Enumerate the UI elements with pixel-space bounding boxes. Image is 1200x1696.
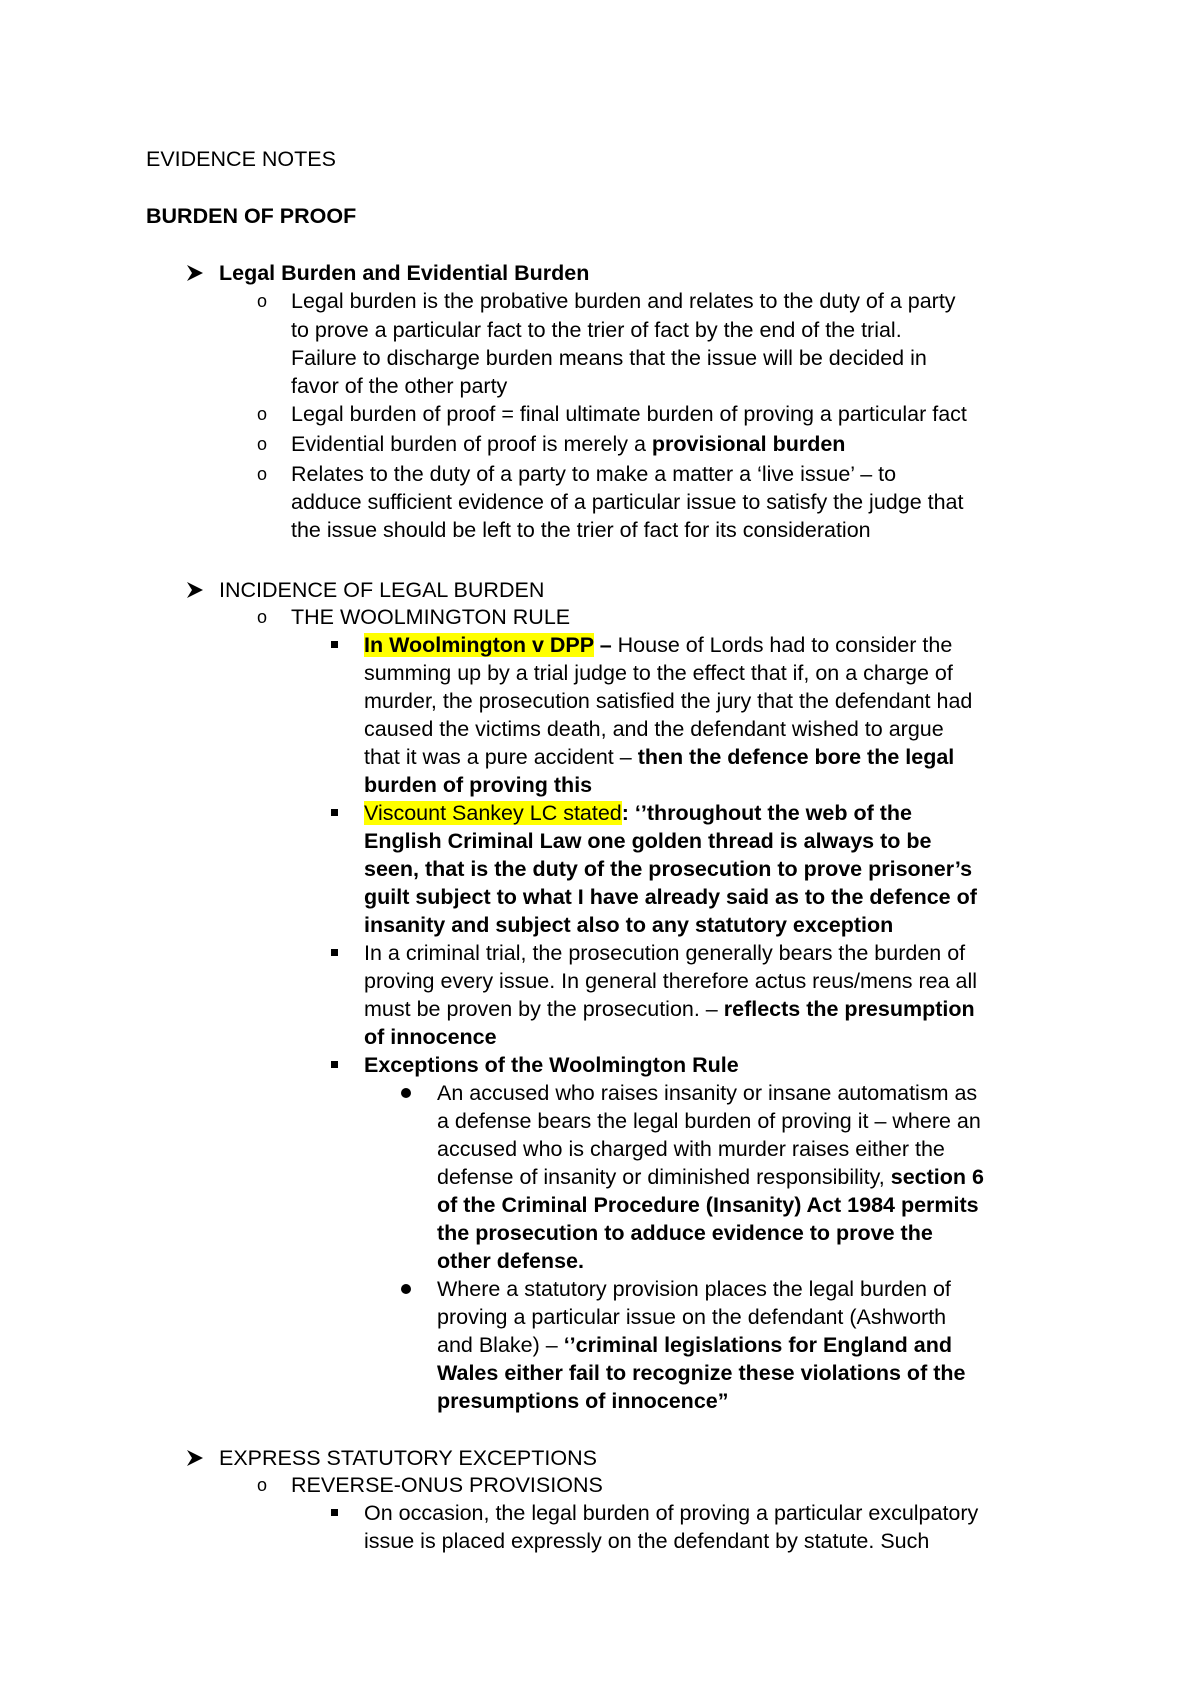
list-item-line: Where a statutory provision places the legal burden of bbox=[437, 1277, 951, 1301]
arrowhead-bullet-icon bbox=[186, 581, 204, 599]
sub-heading-woolmington-rule: THE WOOLMINGTON RULE bbox=[291, 605, 571, 629]
list-item-line: of the Criminal Procedure (Insanity) Act 1984 permits bbox=[437, 1193, 979, 1217]
bullet-heading-express-statutory-exceptions: EXPRESS STATUTORY EXCEPTIONS bbox=[219, 1446, 597, 1470]
list-item-line: In Woolmington v DPP – House of Lords had to consider the bbox=[364, 633, 953, 657]
list-item-line: the issue should be left to the trier of fact for its consideration bbox=[291, 518, 871, 542]
list-item-exceptions-heading: Exceptions of the Woolmington Rule bbox=[364, 1053, 739, 1077]
square-bullet-icon bbox=[331, 809, 338, 816]
list-item-line: proving every issue. In general therefore actus reus/mens rea all bbox=[364, 969, 978, 993]
square-bullet-icon bbox=[331, 1061, 338, 1068]
list-item-line: English Criminal Law one golden thread is always to be bbox=[364, 829, 932, 853]
circle-bullet-icon: o bbox=[257, 404, 268, 424]
list-item-line: favor of the other party bbox=[291, 374, 508, 398]
bullet-heading-legal-evidential-burden: Legal Burden and Evidential Burden bbox=[219, 261, 590, 285]
list-item-line: Failure to discharge burden means that the issue will be decided in bbox=[291, 346, 927, 370]
list-item-line: insanity and subject also to any statutory exception bbox=[364, 913, 894, 937]
list-item-line: In a criminal trial, the prosecution generally bears the burden of bbox=[364, 941, 966, 965]
list-item-line: to prove a particular fact to the trier of fact by the end of the trial. bbox=[291, 318, 902, 342]
list-item-line: On occasion, the legal burden of proving a particular exculpatory bbox=[364, 1501, 979, 1525]
list-item-line: caused the victims death, and the defendant wished to argue bbox=[364, 717, 944, 741]
circle-bullet-icon: o bbox=[257, 464, 268, 484]
document-title: EVIDENCE NOTES bbox=[146, 147, 336, 171]
list-item-line: guilt subject to what I have already said as to the defence of bbox=[364, 885, 977, 909]
section-heading-burden-of-proof: BURDEN OF PROOF bbox=[146, 204, 357, 228]
list-item-line: An accused who raises insanity or insane automatism as bbox=[437, 1081, 978, 1105]
list-item-line: proving a particular issue on the defendant (Ashworth bbox=[437, 1305, 947, 1329]
circle-bullet-icon: o bbox=[257, 1475, 268, 1495]
list-item-line: a defense bears the legal burden of proving it – where an bbox=[437, 1109, 981, 1133]
circle-bullet-icon: o bbox=[257, 434, 268, 454]
list-item-line: summing up by a trial judge to the effect that if, on a charge of bbox=[364, 661, 953, 685]
list-item-line: Relates to the duty of a party to make a matter a ‘live issue’ – to bbox=[291, 462, 897, 486]
square-bullet-icon bbox=[331, 641, 338, 648]
arrowhead-bullet-icon bbox=[186, 264, 204, 282]
list-item-line: that it was a pure accident – then the defence bore the legal bbox=[364, 745, 955, 769]
bullet-heading-incidence-of-legal-burden: INCIDENCE OF LEGAL BURDEN bbox=[219, 578, 545, 602]
list-item-line: seen, that is the duty of the prosecution to prove prisoner’s bbox=[364, 857, 973, 881]
list-item-line: must be proven by the prosecution. – reflects the presumption bbox=[364, 997, 975, 1021]
list-item-line: murder, the prosecution satisfied the jury that the defendant had bbox=[364, 689, 973, 713]
list-item-line: burden of proving this bbox=[364, 773, 593, 797]
list-item-line: other defense. bbox=[437, 1249, 584, 1273]
square-bullet-icon bbox=[331, 949, 338, 956]
list-item-line: the prosecution to adduce evidence to prove the bbox=[437, 1221, 933, 1245]
circle-bullet-icon: o bbox=[257, 291, 268, 311]
circle-bullet-icon: o bbox=[257, 607, 268, 627]
arrowhead-bullet-icon bbox=[186, 1449, 204, 1467]
list-item-line: and Blake) – ‘’criminal legislations for England and bbox=[437, 1333, 952, 1357]
list-item-line: Legal burden of proof = final ultimate burden of proving a particular fact bbox=[291, 402, 967, 426]
list-item-line: adduce sufficient evidence of a particular issue to satisfy the judge that bbox=[291, 490, 964, 514]
round-bullet-icon bbox=[401, 1088, 411, 1098]
list-item-line: issue is placed expressly on the defendant by statute. Such bbox=[364, 1529, 930, 1553]
list-item-line: of innocence bbox=[364, 1025, 497, 1049]
list-item-line: Legal burden is the probative burden and relates to the duty of a party bbox=[291, 289, 956, 313]
round-bullet-icon bbox=[401, 1284, 411, 1294]
list-item-line: accused who is charged with murder raises either the bbox=[437, 1137, 945, 1161]
sub-heading-reverse-onus-provisions: REVERSE-ONUS PROVISIONS bbox=[291, 1473, 603, 1497]
list-item-line: presumptions of innocence” bbox=[437, 1389, 729, 1413]
square-bullet-icon bbox=[331, 1509, 338, 1516]
list-item-line: Viscount Sankey LC stated: ‘’throughout the web of the bbox=[364, 801, 912, 825]
list-item-line: Evidential burden of proof is merely a provisional burden bbox=[291, 432, 846, 456]
list-item-line: defense of insanity or diminished responsibility, section 6 bbox=[437, 1165, 984, 1189]
list-item-line: Wales either fail to recognize these violations of the bbox=[437, 1361, 966, 1385]
